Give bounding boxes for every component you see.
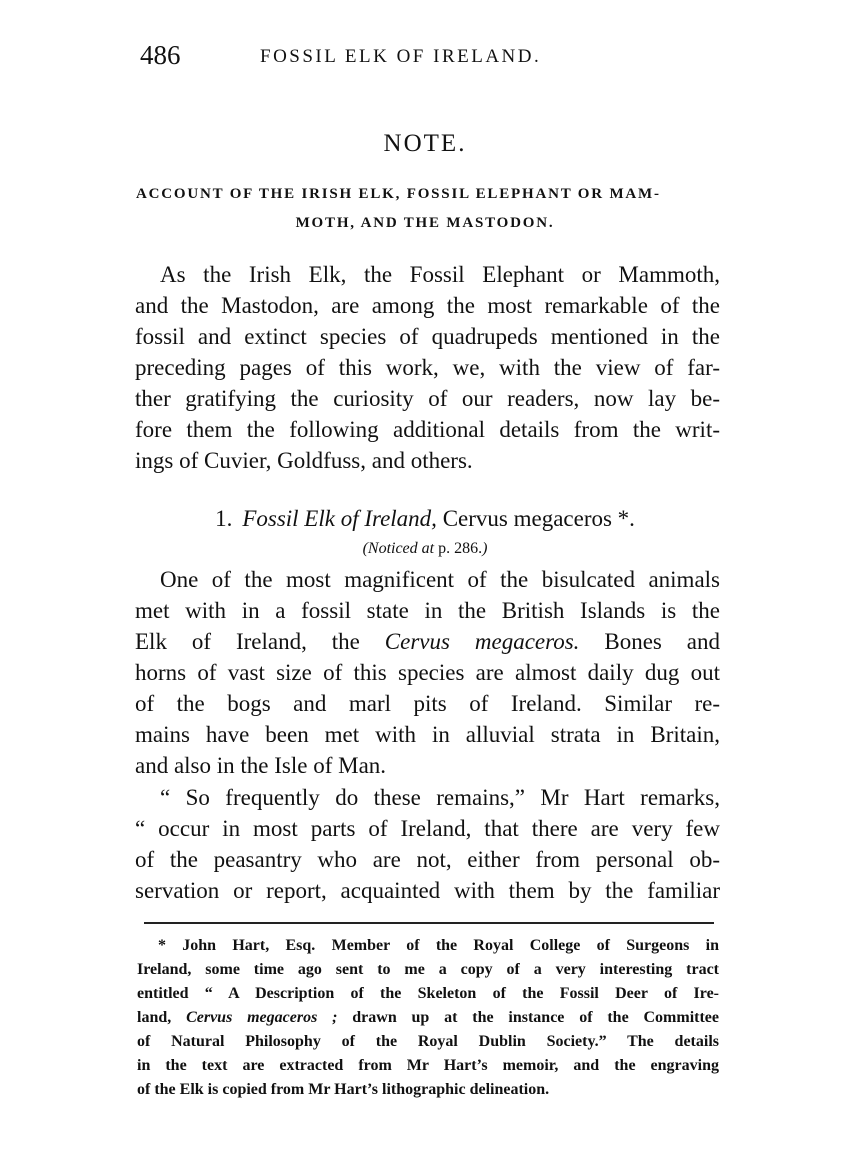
reference-page: p. 286. [438,540,483,557]
subtitle-line-1: ACCOUNT OF THE IRISH ELK, FOSSIL ELEPHANT OR MAM- [136,186,661,202]
page-number: 486 [140,40,181,70]
paragraph-line: horns of vast size of this species are almost daily dug out [135,660,720,685]
intro-line: ings of Cuvier, Goldfuss, and others. [135,448,473,473]
line-text: Elk of Ireland, the [135,629,360,654]
paragraph-line: mains have been met with in alluvial strata in Britain, [135,722,720,747]
paragraph-line: and also in the Isle of Man. [135,753,387,778]
footnote-line: in the text are extracted from Mr Hart’s memoir, and the engraving [137,1057,719,1074]
paragraph-line: One of the most magnificent of the bisulcated animals [160,567,720,592]
section-reference [0,540,850,558]
paragraph-line: servation or report, acquainted with them by the familiar [135,878,720,903]
intro-line: As the Irish Elk, the Fossil Elephant or Mammoth, [160,262,720,287]
running-title: FOSSIL ELK OF IRELAND. [260,46,542,67]
paragraph-line [135,627,720,657]
line-text: drawn up at the instance of the Committee [352,1009,720,1026]
subtitle-line-2: MOTH, AND THE MASTODON. [295,215,555,231]
paragraph-line: “ So frequently do these remains,” Mr Hart remarks, [160,785,720,810]
paragraph-line: met with in a fossil state in the British Islands is the [135,598,720,623]
footnote-line [137,1006,719,1030]
intro-line: preceding pages of this work, we, with the view of far- [135,355,720,380]
reference-prefix: (Noticed at [362,540,435,557]
section-title: Fossil Elk of Ireland, [242,506,437,531]
paragraph-line: of the peasantry who are not, either from personal ob- [135,847,720,872]
intro-line: ther gratifying the curiosity of our readers, now lay be- [135,386,720,411]
reference-suffix: ) [482,540,488,557]
intro-line: fore them the following additional details from the writ- [135,417,720,442]
paragraph-line: of the bogs and marl pits of Ireland. Similar re- [135,691,720,716]
running-head [140,40,720,80]
footnote-divider [144,922,714,924]
species-name: Cervus megaceros. [384,629,580,654]
footnote-line: of the Elk is copied from Mr Hart’s lithographic delineation. [137,1081,550,1098]
intro-line: and the Mastodon, are among the most remarkable of the [135,293,720,318]
paragraph-line: “ occur in most parts of Ireland, that there are very few [135,816,720,841]
note-title: NOTE. [383,130,467,157]
footnote-line: * John Hart, Esq. Member of the Royal College of Surgeons in [158,937,719,954]
species-name: Cervus megaceros ; [186,1009,338,1026]
footnote-line: entitled “ A Description of the Skeleton of the Fossil Deer of Ire- [137,985,719,1002]
section-species: Cervus megaceros *. [442,506,635,531]
line-text: land, [137,1009,172,1026]
footnote-line: Ireland, some time ago sent to me a copy of a very interesting tract [137,961,719,978]
footnote-line: of Natural Philosophy of the Royal Dublin Society.” The details [137,1033,719,1050]
intro-line: fossil and extinct species of quadrupeds mentioned in the [135,324,720,349]
section-heading [0,506,850,532]
line-text: Bones and [604,629,720,654]
section-number: 1. [215,506,233,531]
